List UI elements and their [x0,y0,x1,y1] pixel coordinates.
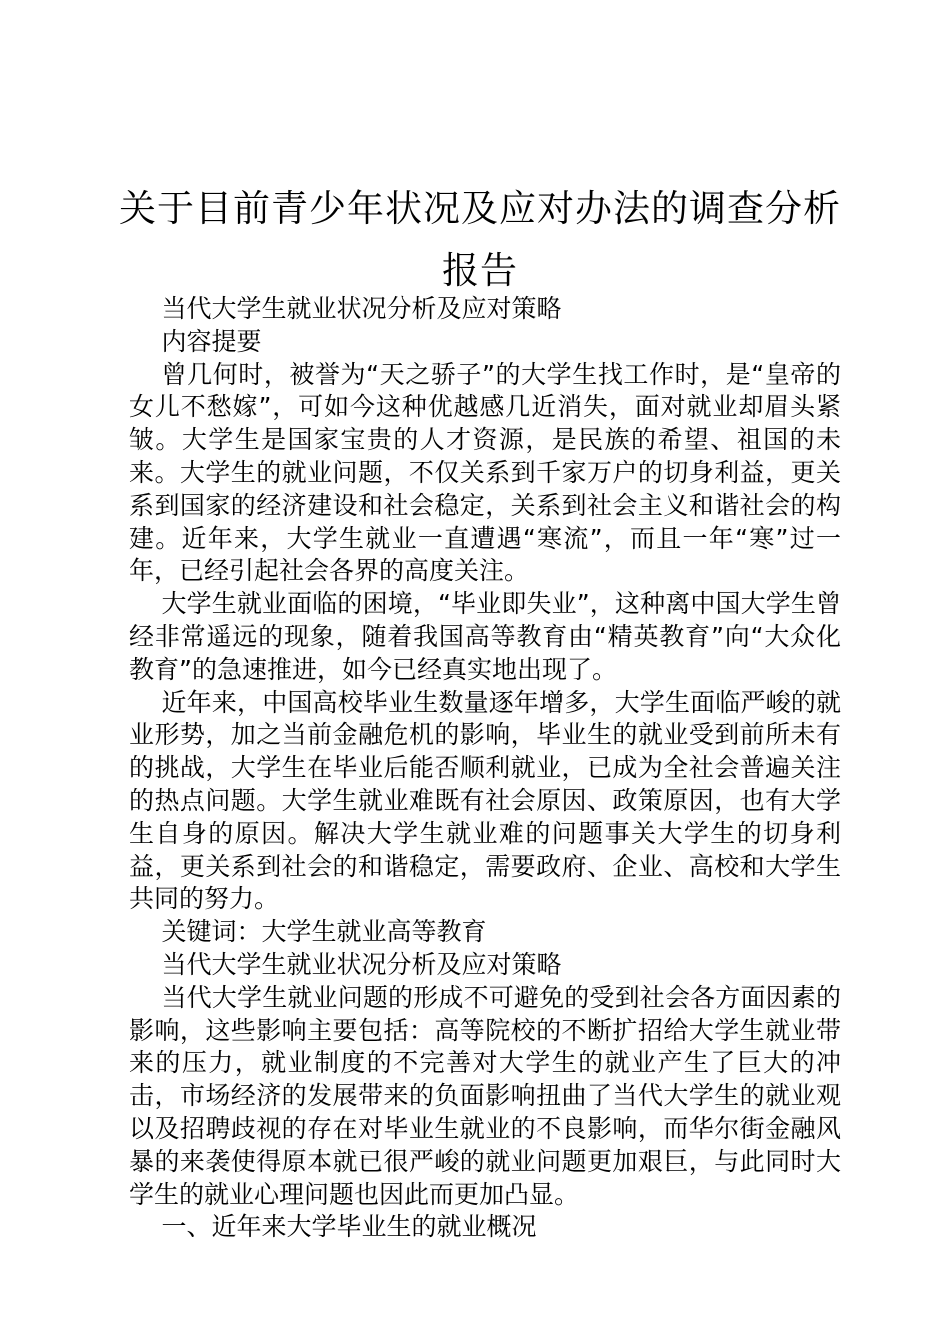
body-paragraph: 当代大学生就业问题的形成不可避免的受到社会各方面因素的影响，这些影响主要包括：高等院校的不断扩招给大学生就业带来的压力，就业制度的不完善对大学生的就业产生了巨大的冲击，市场经济的发展带来的负面影响扭曲了当代大学生的就业观以及招聘歧视的存在对毕业生就业的不良影响，而华尔街金融风暴的来袭使得原本就已很严峻的就业问题更加艰巨，与此同时大学生的就业心理问题也因此而更加凸显。 [129,982,841,1209]
abstract-heading: 内容提要 [161,326,262,356]
document-title: 关于目前青少年状况及应对办法的调查分析报告 [119,187,841,292]
body-paragraph: 近年来，中国高校毕业生数量逐年增多，大学生面临严峻的就业形势，加之当前金融危机的影响，毕业生的就业受到前所未有的挑战，大学生在毕业后能否顺利就业，已成为全社会普遍关注的热点问题。大学生就业难既有社会原因、政策原因，也有大学生自身的原因。解决大学生就业难的问题事关大学生的切身利益，更关系到社会的和谐稳定，需要政府、企业、高校和大学生共同的努力。 [129,687,841,914]
document-body [129,293,841,1244]
subtitle-paragraph: 当代大学生就业状况分析及应对策略 [161,294,562,323]
section-heading: 当代大学生就业状况分析及应对策略 [161,949,562,979]
keywords-paragraph: 关键词：大学生就业高等教育 [161,917,487,947]
body-paragraph: 曾几何时，被誉为“天之骄子”的大学生找工作时，是“皇帝的女儿不愁嫁”，可如今这种优越感几近消失，面对就业却眉头紧皱。大学生是国家宝贵的人才资源，是民族的希望、祖国的未来。大学生的就业问题，不仅关系到千家万户的切身利益，更关系到国家的经济建设和社会稳定，关系到社会主义和谐社会的构建。近年来，大学生就业一直遭遇“寒流”，而且一年“寒”过一年，已经引起社会各界的高度关注。 [129,359,841,586]
section-heading: 一、近年来大学毕业生的就业概况 [161,1212,537,1242]
body-paragraph: 大学生就业面临的困境，“毕业即失业”，这种离中国大学生曾经非常遥远的现象，随着我国高等教育由“精英教育”向“大众化教育”的急速推进，如今已经真实地出现了。 [129,589,841,684]
